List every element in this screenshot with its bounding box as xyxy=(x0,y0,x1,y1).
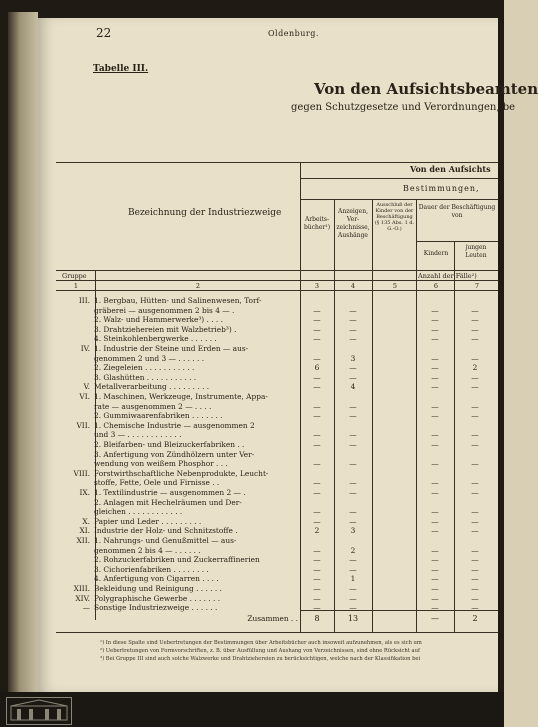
industry-name: 2. Rohzuckerfabriken und Zuckerraffinerien xyxy=(94,555,260,565)
column-number-4: 4 xyxy=(350,282,356,290)
cell-c7: — xyxy=(471,382,479,392)
industry-name: genommen 2 und 3 — . . . . . . xyxy=(94,353,205,363)
industry-name: und 3 — . . . . . . . . . . . . xyxy=(94,430,182,440)
cell-c6: — xyxy=(431,440,439,449)
group-number: XIV. xyxy=(75,593,90,603)
cell-c3: — xyxy=(313,564,321,574)
cell-c6: — xyxy=(431,488,439,497)
cell-c3: — xyxy=(313,305,321,315)
cell-c6: — xyxy=(431,401,439,411)
cell-c4: — xyxy=(349,459,357,469)
industry-name: 3. Anfertigung von Zündhölzern unter Ver- xyxy=(94,449,255,459)
group-number: VII. xyxy=(76,420,90,430)
column-number-3: 3 xyxy=(314,282,320,290)
cell-c4: — xyxy=(349,593,357,603)
cell-c7: — xyxy=(471,526,479,536)
cell-c3: — xyxy=(313,516,321,526)
cell-c3: — xyxy=(313,555,321,565)
group-number: XII. xyxy=(76,536,90,545)
industry-name: Sonstige Industriezweige . . . . . . xyxy=(94,603,218,613)
industry-name: Polygraphische Gewerbe . . . . . . . xyxy=(94,593,221,603)
cell-c6: — xyxy=(431,353,439,363)
cell-c3: — xyxy=(313,440,321,449)
cell-c6: — xyxy=(431,545,439,555)
cell-c3: — xyxy=(313,401,321,411)
cell-c3: — xyxy=(313,478,321,488)
total-col4: 13 xyxy=(347,614,359,623)
cell-c6: — xyxy=(431,363,439,373)
cell-c3: — xyxy=(313,459,321,469)
group-number: III. xyxy=(78,296,90,305)
book-spine xyxy=(8,12,38,692)
industry-name: 1. Bergbau, Hütten- und Salinenwesen, Torf- xyxy=(94,296,262,305)
cell-c7: — xyxy=(471,430,479,440)
cell-c7: — xyxy=(471,574,479,584)
cell-c3: — xyxy=(313,334,321,344)
total-label: Zusammen . . xyxy=(247,614,298,623)
industry-name: 1. Industrie der Steine und Erden — aus- xyxy=(94,344,249,353)
cell-c7: — xyxy=(471,488,479,497)
cell-c4: — xyxy=(349,430,357,440)
industry-name: 3. Cichorienfabriken . . . . . . . . xyxy=(94,564,209,574)
cell-c3: — xyxy=(313,382,321,392)
industry-name: Papier und Leder . . . . . . . . . xyxy=(94,516,202,526)
cell-c3: — xyxy=(313,545,321,555)
cell-c7: — xyxy=(471,478,479,488)
cell-c7: — xyxy=(471,353,479,363)
cell-c7: — xyxy=(471,305,479,315)
industry-name: 2. Gummiwaarenfabriken . . . . . . . xyxy=(94,411,223,421)
industry-name: Bekleidung und Reinigung . . . . . . xyxy=(94,584,222,593)
cell-c3: — xyxy=(313,584,321,593)
cell-c4: 2 xyxy=(350,545,356,555)
industry-name: 1. Textilindustrie — ausgenommen 2 — . xyxy=(94,488,246,497)
footnote-3: ³) Bei Gruppe III sind auch solche Walzwerke und Drahtziehereien zu berücksichtigen, welche nach der Klassifikation bei xyxy=(100,656,421,662)
cell-c4: — xyxy=(349,555,357,565)
cell-c7: — xyxy=(471,507,479,517)
column-number-1: 1 xyxy=(73,282,79,290)
industry-name: 2. Ziegeleien . . . . . . . . . . . xyxy=(94,363,195,373)
cell-c6: — xyxy=(431,603,439,613)
col-ausschluss: Ausschluß der Kinder von der Beschäftigung (§ 135 Abs. 1 d. G.-O.) xyxy=(374,202,415,232)
cell-c4: — xyxy=(349,363,357,373)
cell-c6: — xyxy=(431,478,439,488)
cell-c4: — xyxy=(349,440,357,449)
gruppe-label: Gruppe xyxy=(62,272,87,280)
group-number: XI. xyxy=(79,526,90,536)
cell-c4: — xyxy=(349,488,357,497)
footnote-2: ²) Uebertretungen von Formvorschriften, z. B. über Ausfüllung und Aushang von Verzeichnissen, sind ohne Rücksicht auf xyxy=(100,648,420,654)
cell-c4: — xyxy=(349,516,357,526)
col-kindern: Kindern xyxy=(423,250,449,257)
page-number: 22 xyxy=(96,26,112,40)
table-label: Tabelle III. xyxy=(93,64,149,74)
group-number: XIII. xyxy=(73,584,90,593)
cell-c3: — xyxy=(313,324,321,334)
cell-c6: — xyxy=(431,305,439,315)
cell-c3: — xyxy=(313,430,321,440)
column-number-2: 2 xyxy=(195,282,201,290)
cell-c7: — xyxy=(471,372,479,382)
cell-c7: — xyxy=(471,401,479,411)
cell-c7: 2 xyxy=(472,363,478,373)
cell-c7: — xyxy=(471,555,479,565)
cell-c6: — xyxy=(431,459,439,469)
industry-name: 3. Glashütten . . . . . . . . . . . xyxy=(94,372,197,382)
industry-name: 3. Drahtziehereien mit Walzbetrieb³) . xyxy=(94,324,237,334)
cell-c3: — xyxy=(313,315,321,325)
running-title: Oldenburg. xyxy=(268,29,319,38)
industry-name: Metallverarbeitung . . . . . . . . . xyxy=(94,382,210,392)
group-header: Von den Aufsichts xyxy=(410,164,491,174)
cell-c4: — xyxy=(349,324,357,334)
footnote-1: ¹) In diese Spalte sind Uebertretungen der Bestimmungen über Arbeitsbücher auch insoweit aufzunehmen, als es sich um xyxy=(100,640,422,646)
cell-c6: — xyxy=(431,382,439,392)
industry-name: rate — ausgenommen 2 — . . . . xyxy=(94,401,212,411)
cell-c7: — xyxy=(471,545,479,555)
anzahl-label: Anzahl der Fälle²) xyxy=(418,272,477,280)
cell-c3: — xyxy=(313,574,321,584)
cell-c6: — xyxy=(431,430,439,440)
cell-c3: — xyxy=(313,353,321,363)
industry-name: wendung von weißem Phosphor . . . xyxy=(94,459,228,469)
cell-c6: — xyxy=(431,555,439,565)
cell-c4: — xyxy=(349,564,357,574)
group-number: X. xyxy=(82,516,90,526)
cell-c6: — xyxy=(431,584,439,593)
cell-c4: — xyxy=(349,507,357,517)
library-logo-icon xyxy=(6,697,72,725)
industry-name: 1. Chemische Industrie — ausgenommen 2 xyxy=(94,420,255,430)
cell-c7: — xyxy=(471,440,479,449)
total-col7: 2 xyxy=(472,614,478,623)
cell-c7: — xyxy=(471,324,479,334)
cell-c6: — xyxy=(431,516,439,526)
cell-c7: — xyxy=(471,459,479,469)
cell-c4: 3 xyxy=(350,353,356,363)
cell-c4: 1 xyxy=(350,574,356,584)
cell-c7: — xyxy=(471,593,479,603)
bottom-bar xyxy=(0,692,504,727)
cell-c4: — xyxy=(349,315,357,325)
cell-c7: — xyxy=(471,564,479,574)
cell-c6: — xyxy=(431,574,439,584)
industry-header: Bezeichnung der Industriezweige xyxy=(128,208,282,218)
group-number: VI. xyxy=(79,392,90,401)
cell-c3: 6 xyxy=(314,363,320,373)
industry-name: gräberei — ausgenommen 2 bis 4 — . xyxy=(94,305,235,315)
industry-name: Industrie der Holz- und Schnitzstoffe . xyxy=(94,526,238,536)
industry-name: stoffe, Fette, Oele und Firnisse . . xyxy=(94,478,220,488)
col-arbeitsbuecher: Arbeits-bücher¹) xyxy=(303,216,331,231)
subgroup-header: Bestimmungen, xyxy=(403,184,480,193)
industry-name: 4. Anfertigung von Cigarren . . . . xyxy=(94,574,219,584)
cell-c4: — xyxy=(349,603,357,613)
cell-c4: — xyxy=(349,401,357,411)
cell-c7: — xyxy=(471,603,479,613)
group-number: IX. xyxy=(79,488,90,497)
document-page xyxy=(38,18,538,692)
col-jungen: jungen Leuten xyxy=(465,244,487,259)
cell-c4: — xyxy=(349,584,357,593)
column-number-5: 5 xyxy=(392,282,398,290)
cell-c3: — xyxy=(313,372,321,382)
cell-c4: — xyxy=(349,305,357,315)
cell-c3: — xyxy=(313,488,321,497)
cell-c3: — xyxy=(313,593,321,603)
col-dauer: Dauer der Beschäftigung von xyxy=(418,204,496,219)
cell-c3: — xyxy=(313,507,321,517)
group-number: IV. xyxy=(80,344,90,353)
group-number: VIII. xyxy=(73,468,90,478)
industry-name: 2. Walz- und Hammerwerke³) . . . . xyxy=(94,315,223,325)
group-number: V. xyxy=(83,382,90,392)
industry-name: 1. Nahrungs- und Genußmittel — aus- xyxy=(94,536,237,545)
cell-c6: — xyxy=(431,315,439,325)
table-title: Von den Aufsichtsbeamten xyxy=(314,80,538,98)
col-anzeigen: Anzeigen, Ver-zeichnisse, Aushänge xyxy=(336,208,370,239)
industry-name: gleichen . . . . . . . . . . . . xyxy=(94,507,183,517)
cell-c6: — xyxy=(431,507,439,517)
cell-c4: — xyxy=(349,478,357,488)
cell-c4: — xyxy=(349,411,357,421)
cell-c6: — xyxy=(431,411,439,421)
cell-c6: — xyxy=(431,324,439,334)
industry-name: 2. Bleifarben- und Bleizuckerfabriken . . xyxy=(94,440,245,449)
industry-name: genommen 2 bis 4 — . . . . . . xyxy=(94,545,201,555)
cell-c7: — xyxy=(471,584,479,593)
cell-c3: 2 xyxy=(314,526,320,536)
cell-c7: — xyxy=(471,334,479,344)
cell-c6: — xyxy=(431,526,439,536)
cell-c3: — xyxy=(313,603,321,613)
industry-name: 2. Anlagen mit Hechelräumen und Der- xyxy=(94,497,242,507)
cell-c7: — xyxy=(471,411,479,421)
total-col3: 8 xyxy=(314,614,320,623)
cell-c7: — xyxy=(471,315,479,325)
industry-name: 1. Maschinen, Werkzeuge, Instrumente, Appa- xyxy=(94,392,268,401)
cell-c3: — xyxy=(313,411,321,421)
cell-c4: 4 xyxy=(350,382,356,392)
cell-c4: — xyxy=(349,334,357,344)
cell-c4: 3 xyxy=(350,526,356,536)
cell-c6: — xyxy=(431,593,439,603)
cell-c6: — xyxy=(431,334,439,344)
industry-name: 4. Steinkohlenbergwerke . . . . . . xyxy=(94,334,217,344)
industry-name: Forstwirthschaftliche Nebenprodukte, Leucht- xyxy=(94,468,269,478)
group-number: — xyxy=(82,603,90,613)
cell-c6: — xyxy=(431,564,439,574)
cell-c4: — xyxy=(349,372,357,382)
column-number-6: 6 xyxy=(433,282,439,290)
table-subtitle: gegen Schutzgesetze und Verordnungen, be xyxy=(291,102,516,113)
cell-c6: — xyxy=(431,372,439,382)
cell-c7: — xyxy=(471,516,479,526)
total-col6: — xyxy=(431,614,439,623)
column-number-7: 7 xyxy=(474,282,480,290)
